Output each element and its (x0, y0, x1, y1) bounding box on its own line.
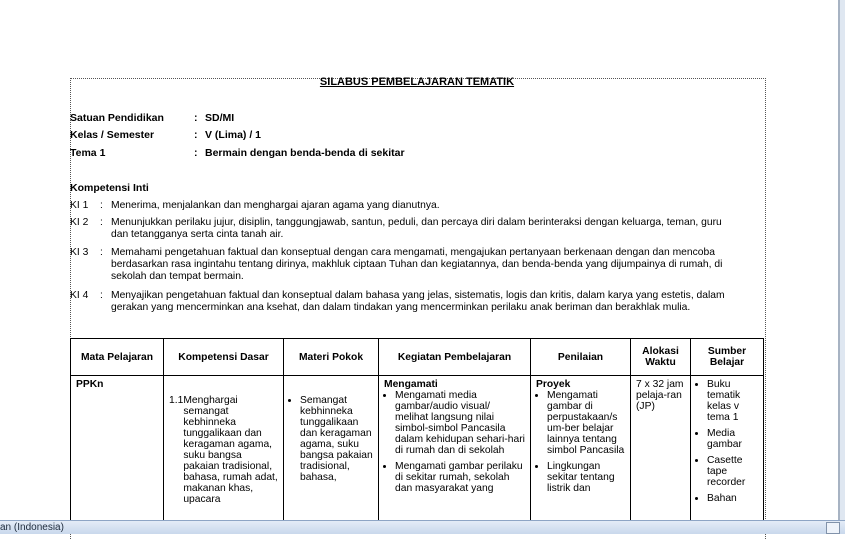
view-layout-icon[interactable] (826, 522, 840, 534)
meta-value: V (Lima) / 1 (205, 129, 262, 141)
meta-label: Satuan Pendidikan (70, 112, 164, 124)
sumber-list (696, 379, 758, 504)
meta-label: Kelas / Semester (70, 129, 155, 141)
header-kompetensi-dasar: Kompetensi Dasar (164, 339, 284, 376)
meta-colon: : (194, 147, 198, 159)
ki-line: Menerima, menjalankan dan menghargai ajaran agama yang dianutnya. (111, 200, 440, 211)
kd-item (169, 395, 278, 505)
language-indicator[interactable]: an (Indonesia) (0, 522, 64, 533)
table-header-row (71, 339, 764, 376)
document-title: SILABUS PEMBELAJARAN TEMATIK (319, 76, 515, 88)
meta-label: Tema 1 (70, 147, 106, 159)
cell-kegiatan (379, 376, 531, 521)
list-item: • Buku tematik kelas v tema 1 (707, 379, 758, 423)
ki-colon: : (100, 217, 103, 228)
ki-line: Menunjukkan perilaku jujur, disiplin, tanggungjawab, santun, peduli, dan percaya diri dalam berinteraksi dengan keluarga, teman, guru (111, 217, 722, 228)
cell-mapel (71, 376, 164, 521)
ki-colon: : (100, 290, 103, 301)
status-bar (0, 520, 845, 534)
kegiatan-list (384, 390, 525, 494)
list-item: • Casette tape recorder (707, 455, 758, 488)
list-item: • Mengamati media gambar/audio visual/ melihat langsung nilai simbol-simbol Pancasila dalam kehidupan sehari-hari di rumah dan di sekolah (395, 390, 525, 456)
header-penilaian: Penilaian (531, 339, 631, 376)
penilaian-list (536, 390, 625, 494)
ki-text (111, 247, 722, 283)
penilaian-heading: Proyek (536, 379, 571, 390)
table-row (71, 376, 764, 521)
header-kegiatan: Kegiatan Pembelajaran (379, 339, 531, 376)
ki-colon: : (100, 247, 103, 258)
syllabus-table (70, 338, 764, 520)
ki-number: KI 2 (70, 217, 89, 228)
ki-colon: : (100, 200, 103, 211)
header-sumber-belajar: Sumber Belajar (691, 339, 764, 376)
ki-number: KI 1 (70, 200, 89, 211)
ki-heading: Kompetensi Inti (70, 182, 149, 194)
ki-line: sekolah dan tempat bermain. (111, 271, 244, 282)
header-mata-pelajaran: Mata Pelajaran (71, 339, 164, 376)
mapel-value: PPKn (76, 379, 104, 390)
ki-line: Menyajikan pengetahuan faktual dan konseptual dalam bahasa yang jelas, sistematis, logis dan kritis, dalam karya yang estetis, dalam (111, 290, 725, 301)
meta-value: SD/MI (205, 112, 235, 124)
list-item: • Bahan (707, 493, 758, 504)
cell-materi (284, 376, 379, 521)
list-item: • Lingkungan sekitar tentang listrik dan (547, 461, 625, 494)
kd-number: 1.1 (169, 395, 184, 406)
list-item: • Mengamati gambar di perpustakaan/s um-ber belajar lainnya tentang simbol Pancasila (547, 390, 625, 456)
ki-text (111, 200, 440, 212)
materi-list (289, 395, 373, 483)
cell-sumber (691, 376, 764, 521)
cell-kd (164, 376, 284, 521)
ki-text (111, 290, 725, 314)
kd-text: Menghargai semangat kebhinneka tunggalikaan dan keragaman agama, suku bangsa pakaian tradisional, bahasa, rumah adat, makanan khas, upacara (183, 395, 278, 505)
ki-number: KI 3 (70, 247, 89, 258)
header-materi-pokok: Materi Pokok (284, 339, 379, 376)
meta-colon: : (194, 129, 198, 141)
list-item: • Media gambar (707, 428, 758, 450)
meta-value: Bermain dengan benda-benda di sekitar (205, 147, 405, 159)
alokasi-value: 7 x 32 jam pelaja-ran (JP) (636, 379, 684, 412)
ki-text (111, 217, 722, 241)
ki-line: dan tetangganya serta cinta tanah air. (111, 229, 284, 240)
kegiatan-heading: Mengamati (384, 379, 438, 390)
ki-number: KI 4 (70, 290, 89, 301)
ki-line: Memahami pengetahuan faktual dan konseptual dengan cara mengamati, mengajukan pertanyaan berkenaan dengan dan mencoba (111, 247, 715, 258)
vertical-scrollbar[interactable] (840, 0, 845, 520)
cell-alokasi (631, 376, 691, 521)
list-item: • Mengamati gambar perilaku di sekitar rumah, sekolah dan masyarakat yang (395, 461, 525, 494)
meta-colon: : (194, 112, 198, 124)
list-item: • Semangat kebhinneka tunggalikaan dan keragaman agama, suku bangsa pakaian tradisional, bahasa, (300, 395, 373, 483)
cell-penilaian (531, 376, 631, 521)
document-page (70, 76, 764, 520)
ki-line: berdasarkan rasa ingintahu tentang dirinya, makhluk ciptaan Tuhan dan kegiatannya, dan benda-benda yang dijumpainya di rumah, di (111, 259, 723, 270)
header-alokasi-waktu: Alokasi Waktu (631, 339, 691, 376)
ki-line: gerakan yang mencerminkan ana ksehat, dan dalam tindakan yang mencerminkan perilaku anak beriman dan berakhlak mulia. (111, 302, 691, 313)
